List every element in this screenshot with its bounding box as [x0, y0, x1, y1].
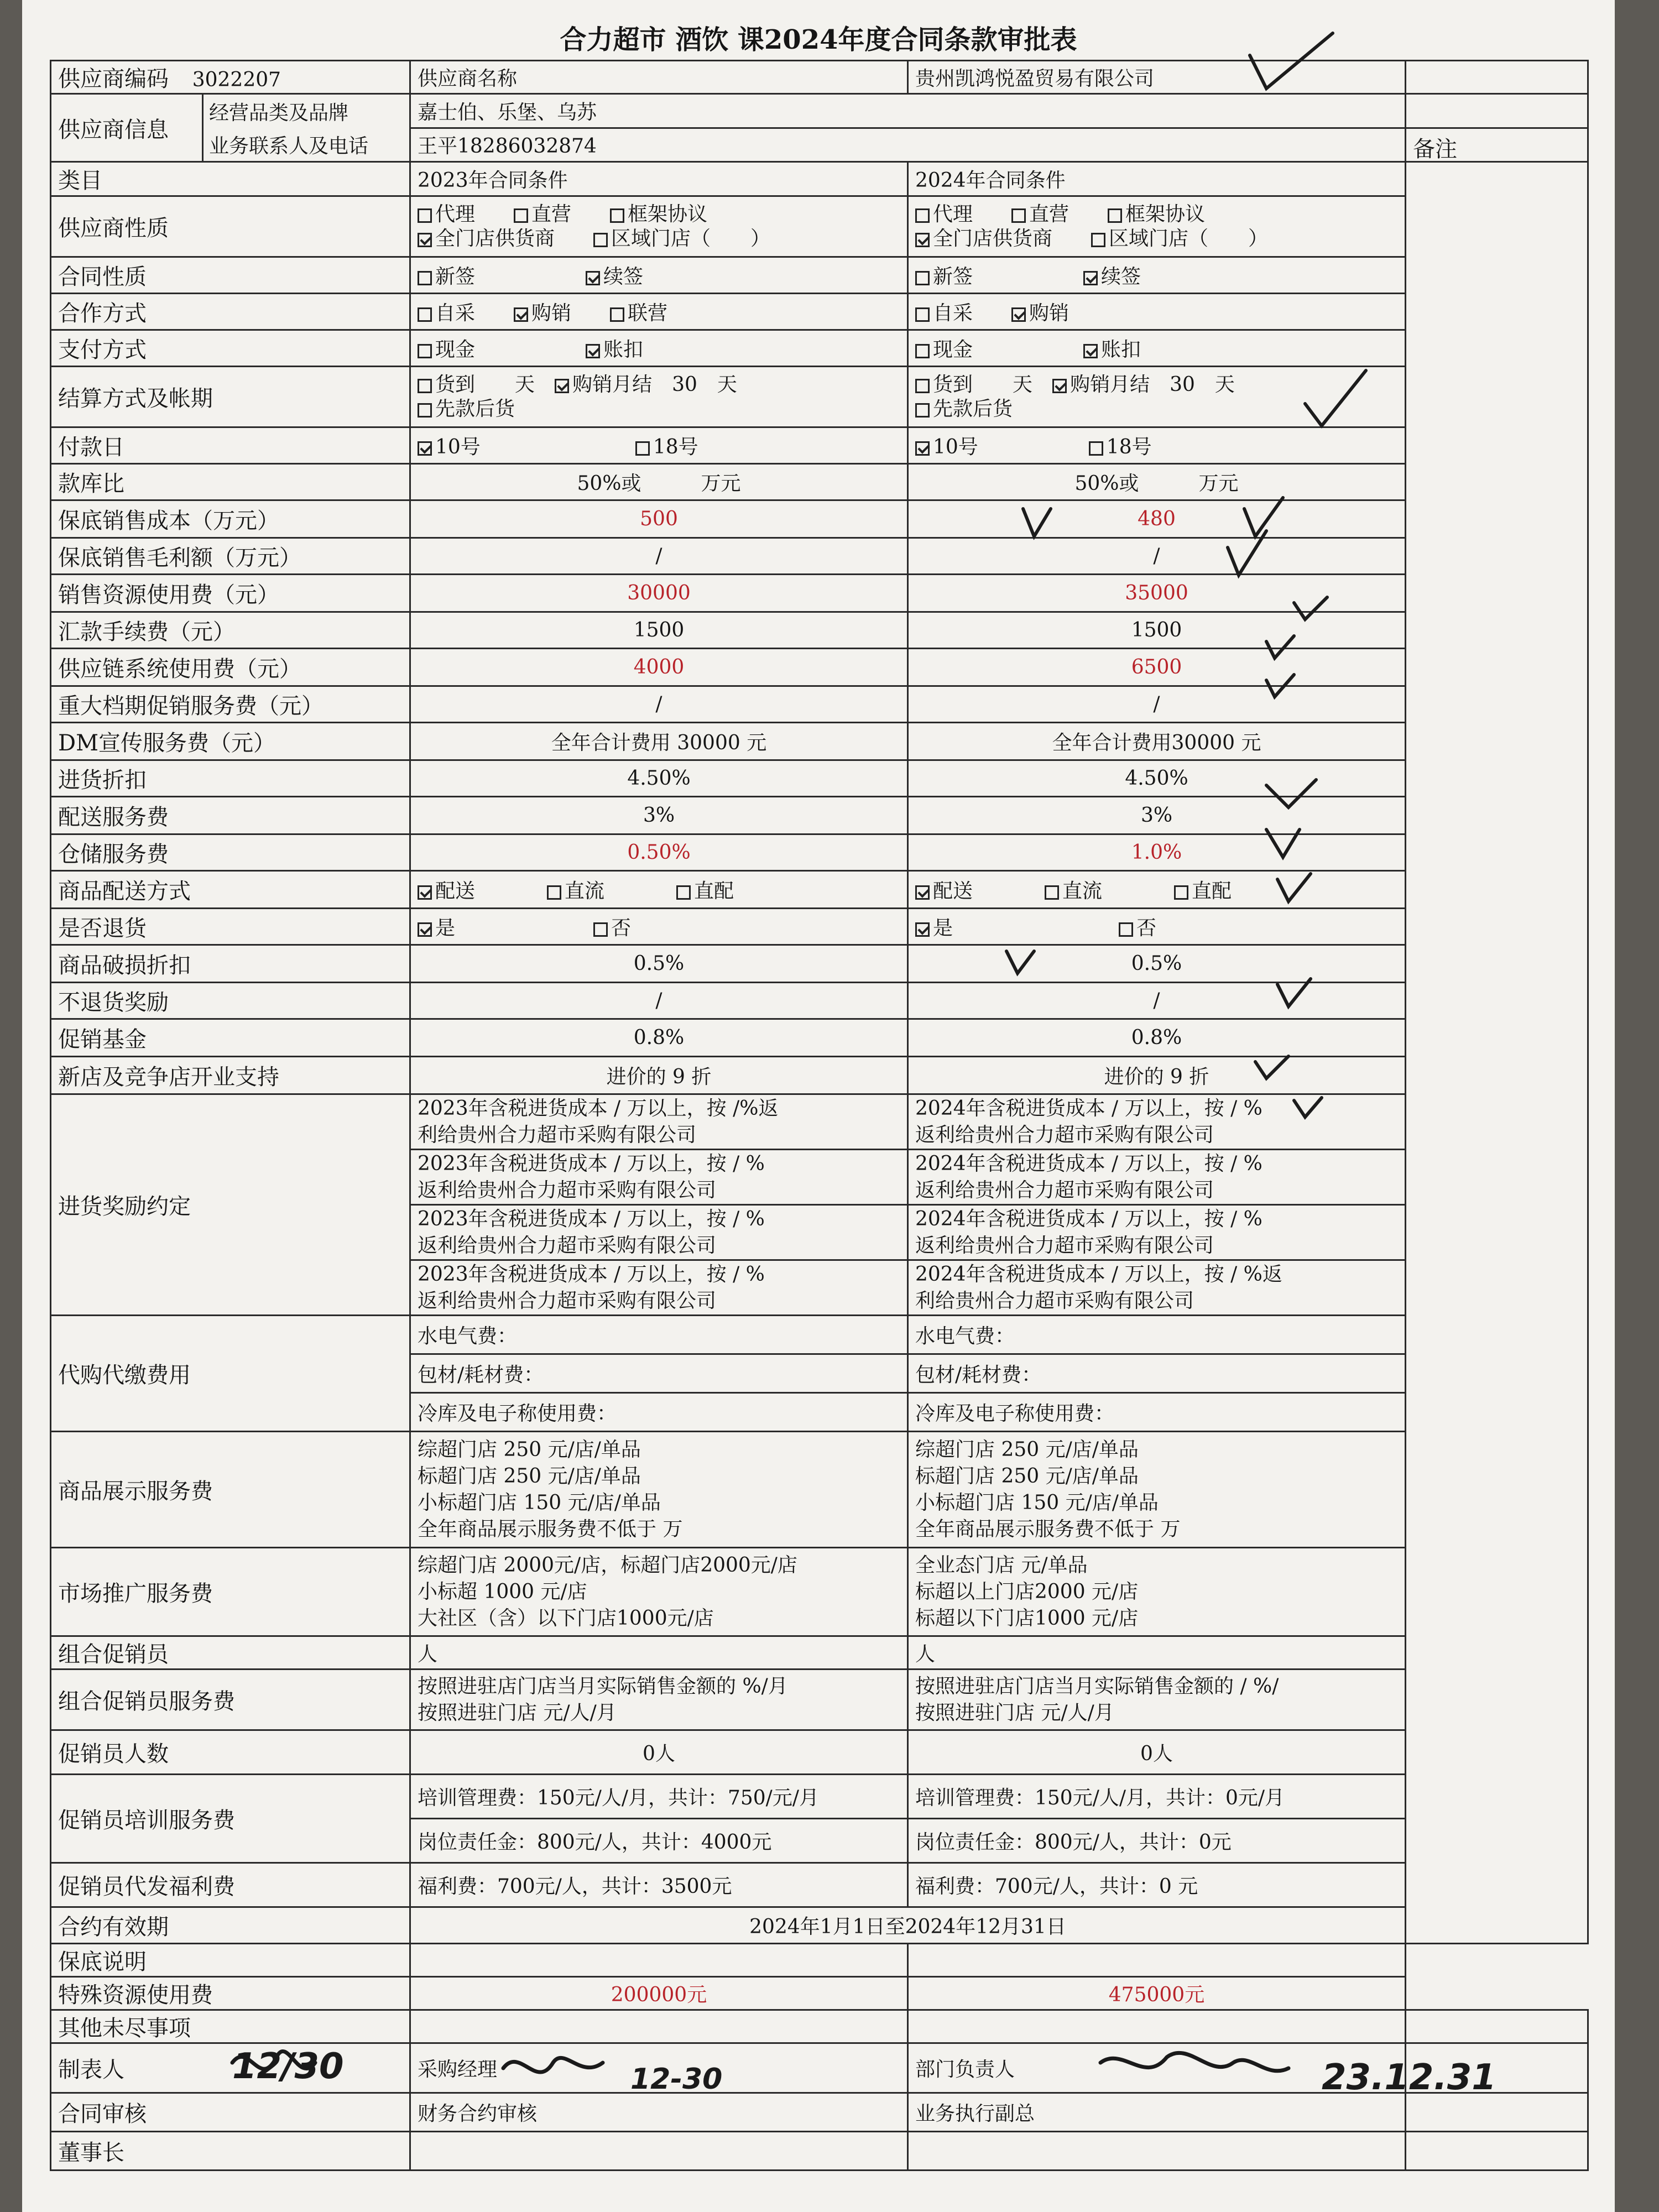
row-resource-fee: 销售资源使用费（元） 30000 35000 — [51, 575, 1588, 612]
header-category: 类目 — [51, 162, 410, 196]
supplier-name-value: 贵州凯鸿悦盈贸易有限公司 — [908, 61, 1406, 94]
row-market: 市场推广服务费 综超门店 2000元/店，标超门店2000元/店 小标超 1000 元/店 大社区（含）以下门店1000元/店 全业态门店 元/单品 标超以上门店2000 元/店 标超以下门店1000 元/店 — [51, 1548, 1588, 1636]
signature-scribbles — [50, 22, 1587, 2201]
row-min-margin: 保底销售毛利额（万元） / / — [51, 538, 1588, 575]
row-promo-fund: 促销基金 0.8% 0.8% — [51, 1019, 1588, 1057]
row-group-promoter: 组合促销员 人 人 — [51, 1636, 1588, 1670]
row-group-fee: 组合促销员服务费 按照进驻店门店当月实际销售金额的 %/月 按照进驻门店 元/人/月 按照进驻店门店当月实际销售金额的 / %/ 按照进驻门店 元/人/月 — [51, 1670, 1588, 1730]
dept-head-signature: 23.12.31 — [1322, 2057, 1496, 2098]
maker-signature: 12/30 — [232, 2046, 344, 2087]
supplier-name-label: 供应商名称 — [410, 61, 908, 94]
row-delivery-fee: 配送服务费 3% 3% — [51, 797, 1588, 834]
payday-label: 付款日 — [51, 427, 410, 464]
row-remit-fee: 汇款手续费（元） 1500 1500 — [51, 612, 1588, 649]
nature-label: 供应商性质 — [51, 196, 410, 257]
row-delivery-mode: 商品配送方式 配送 直流 直配 配送 直流 直配 — [51, 871, 1588, 909]
row-welfare: 促销员代发福利费 福利费：700元/人，共计：3500元 福利费：700元/人，共计：0 元 — [51, 1863, 1588, 1907]
coop-label: 合作方式 — [51, 294, 410, 330]
pay-label: 支付方式 — [51, 330, 410, 367]
row-min-cost: 保底销售成本（万元） 500 480 — [51, 500, 1588, 538]
form-title: 合力超市 酒饮 课2024年度合同条款审批表 — [560, 24, 1077, 55]
supplier-code-value: 3022207 — [192, 69, 281, 91]
row-training: 促销员培训服务费 培训管理费：150元/人/月，共计：750/元/月 培训管理费：150元/人/月，共计：0元/月 — [51, 1775, 1588, 1819]
row-promoter-count: 促销员人数 0人 0人 — [51, 1730, 1588, 1775]
header-remark: 备注 — [1413, 137, 1457, 162]
contact-label: 业务联系人及电话 — [209, 134, 369, 158]
row-discount: 进货折扣 4.50% 4.50% — [51, 760, 1588, 797]
header-2023: 2023年合同条件 — [410, 162, 908, 196]
row-validity: 合约有效期 2024年1月1日至2024年12月31日 — [51, 1907, 1588, 1944]
row-no-return-reward: 不退货奖励 / / — [51, 983, 1588, 1019]
row-coop: 合作方式 自采 购销 联营 自采 购销 — [51, 294, 1588, 330]
category-value: 嘉士伯、乐堡、乌苏 — [410, 94, 1406, 128]
row-chairman: 董事长 — [51, 2132, 1588, 2171]
terms-table: 供应商编码 3022207 供应商名称 贵州凯鸿悦盈贸易有限公司 供应商信息 经营品类及品牌 业务联系人及电话 嘉士伯、乐堡、乌苏 王平18286032874 类目 2023年合同条件 2024年合同条件 备注 供应商性质 代理 直营 框架协议 全门店供货商 区域门店（ ） 代理 直营 框架协议 全门店供货商 区域门店（ ） 合同性质 新签 续签 新签 续签 合作方式 自采 购销 联营 自采 购销 支付方式 现金 账扣 现金 账扣 结算方式及帐期 货到 天 购销月结 30 天 先款后货 货到 天 购销月结 30 天 先款后货 付款日 10号 18号 10号 18号 款库比 50%或 万元 50%或 万元 保底销售成本（万元） 500 480 保底销售毛利额（万元） / / 销售资源使用费（元） 30000 35000 汇款手续费（元） 1500 1500 供应链系统使用费（元） 4000 6500 重大档期促销服务费（元） / / DM宣传服务费（元） 全年合计费用 30000 元 全年合计费用30000 元 进货折扣 4.50% 4.50% 配送服务费 3% 3% 仓储服务费 0.50% 1.0% 商品配送方式 配送 直流 直配 配送 直流 直配 是否退货 是 否 是 否 商品破损折扣 0.5% 0.5% 不退货奖励 / / 促销基金 0.8% 0.8% 新店及竞争店开业支持 进价的 9 折 进价的 9 折 进货奖励约定 2023年含税进货成本 / 万以上，按 /%返 利给贵州合力超市采购有限公司 2024年含税进货成本 / 万以上，按 / % 返利给贵州合力超市采购有限公司 2023年含税进货成本 / 万以上，按 / % 返利给贵州合力超市采购有限公司 2024年含税进货成本 / 万以上，按 / % 返利给贵州合力超市采购有限公司 2023年含税进货成本 / 万以上，按 / % 返利给贵州合力超市采购有限公司 2024年含税进货成本 / 万以上，按 / % 返利给贵州合力超市采购有限公司 2023年含税进货成本 / 万以上，按 / % 返利给贵州合力超市采购有限公司 2024年含税进货成本 / 万以上，按 / %返 利给贵州合力超市采购有限公司 代购代缴费用 水电气费： 水电气费： 包材/耗材费： 包材/耗材费： 冷库及电子称使用费： 冷库及电子称使用费： 商品展示服务费 综超门店 250 元/店/单品 标超门店 250 元/店/单品 小标超门店 150 元/店/单品 全年商品展示服务费不低于 万 综超门店 250 元/店/单品 标超门店 250 元/店/单品 小标超门店 150 元/店/单品 全年商品展示服务费不低于 万 市场推广服务费 综超门店 2000元/店，标超门店2000元/店 小标超 1000 元/店 大社区（含）以下门店1000元/店 全业态门店 元/单品 标超以上门店2000 元/店 标超以下门店1000 元/店 组合促销员 人 人 组合促销员服务费 按照进驻店门店当月实际销售金额的 %/月 按照进驻门店 元/人/月 按照进驻店门店当月实际销售金额的 / %/ 按照进驻门店 元/人/月 促销员人数 0人 0人 促销员培训服务费 培训管理费：150元/人/月，共计：750/元/月 培训管理费：150元/人/月，共计：0元/月 岗位责任金：800元/人，共计：4000元 岗位责任金：800元/人，共计：0元 促销员代发福利费 福利费：700元/人，共计：3500元 福利费：700元/人，共计：0 元 合约有效期 2024年1月1日至2024年12月31日 保底说明 特殊资源使用费 200000元 475000元 其他未尽事项 制表人 采购经理 部门负责人 合同审核 财务合约审核 业务执行副总 董事长 — [50, 60, 1589, 2171]
stock-ratio-label: 款库比 — [51, 464, 410, 500]
row-special-fee: 特殊资源使用费 200000元 475000元 — [51, 1977, 1588, 2010]
row-other: 其他未尽事项 — [51, 2010, 1588, 2043]
row-guarantee: 保底说明 — [51, 1944, 1588, 1977]
row-contract-type: 合同性质 新签 续签 新签 续签 — [51, 257, 1588, 294]
supplier-info-label: 供应商信息 — [58, 117, 169, 143]
row-settle: 结算方式及帐期 货到 天 购销月结 30 天 先款后货 货到 天 购销月结 30 天 先款后货 — [51, 367, 1588, 427]
row-dm-fee: DM宣传服务费（元） 全年合计费用 30000 元 全年合计费用30000 元 — [51, 723, 1588, 760]
header-2024: 2024年合同条件 — [908, 162, 1406, 196]
row-signatures: 制表人 采购经理 部门负责人 — [51, 2043, 1588, 2093]
row-stock-ratio: 款库比 50%或 万元 50%或 万元 — [51, 464, 1588, 500]
row-damage: 商品破损折扣 0.5% 0.5% — [51, 945, 1588, 983]
min-cost-2024: 480 — [908, 500, 1406, 538]
document-paper — [22, 0, 1615, 2212]
contact-value: 王平18286032874 — [410, 128, 1406, 162]
min-cost-2023: 500 — [410, 500, 908, 538]
row-nature: 供应商性质 代理 直营 框架协议 全门店供货商 区域门店（ ） 代理 直营 框架协议 全门店供货商 区域门店（ ） — [51, 196, 1588, 257]
row-major-promo: 重大档期促销服务费（元） / / — [51, 686, 1588, 723]
purchase-signature: 12-30 — [630, 2063, 723, 2096]
row-display: 商品展示服务费 综超门店 250 元/店/单品 标超门店 250 元/店/单品 小标超门店 150 元/店/单品 全年商品展示服务费不低于 万 综超门店 250 元/店/单品 标超门店 250 元/店/单品 小标超门店 150 元/店/单品 全年商品展示服务费不低于 万 — [51, 1432, 1588, 1548]
approval-form — [50, 22, 1587, 2201]
row-payday: 付款日 10号 18号 10号 18号 — [51, 427, 1588, 464]
row-storage-fee: 仓储服务费 0.50% 1.0% — [51, 834, 1588, 871]
row-pay: 支付方式 现金 账扣 现金 账扣 — [51, 330, 1588, 367]
supplier-code-label: 供应商编码 — [58, 66, 169, 92]
category-label: 经营品类及品牌 — [209, 101, 349, 124]
row-proxy: 代购代缴费用 水电气费： 水电气费： — [51, 1316, 1588, 1354]
settle-label: 结算方式及帐期 — [51, 367, 410, 427]
row-return: 是否退货 是 否 是 否 — [51, 909, 1588, 945]
row-scm-fee: 供应链系统使用费（元） 4000 6500 — [51, 649, 1588, 686]
contract-type-label: 合同性质 — [51, 257, 410, 294]
row-review: 合同审核 财务合约审核 业务执行副总 — [51, 2093, 1588, 2132]
row-rebate: 进货奖励约定 2023年含税进货成本 / 万以上，按 /%返 利给贵州合力超市采购有限公司 2024年含税进货成本 / 万以上，按 / % 返利给贵州合力超市采购有限公司 — [51, 1094, 1588, 1150]
row-new-store: 新店及竞争店开业支持 进价的 9 折 进价的 9 折 — [51, 1057, 1588, 1094]
